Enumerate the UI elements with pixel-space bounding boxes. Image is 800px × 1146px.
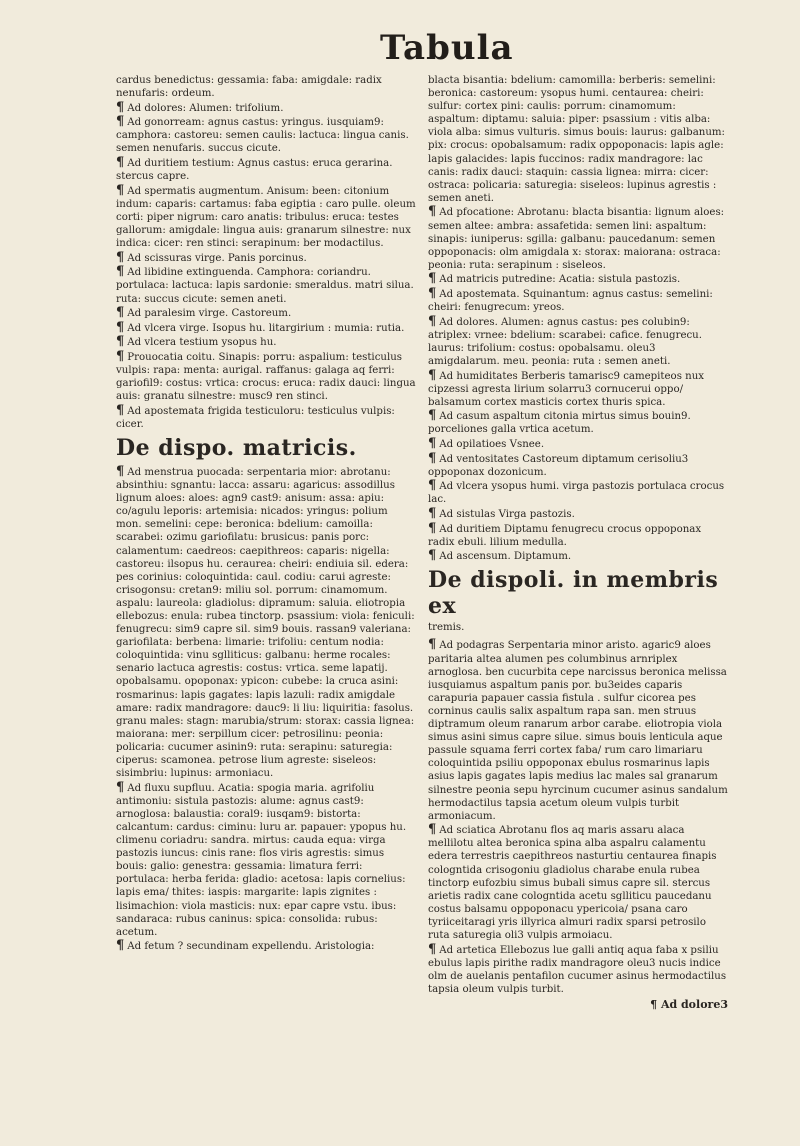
- entry-text: Ad libidine extinguenda. Camphora: coriandru. portulaca: lactuca: lapis sardonie: smeraldus. matri silua. ruta: succus cicute: semen aneti.: [116, 267, 414, 305]
- paragraph-mark: ¶: [428, 450, 437, 466]
- entry-text: Ad podagras Serpentaria minor aristo. agaric9 aloes paritaria altea alumen pes columbinus arnriplex arnoglosa. ben cucurbita cepe narcissus beronica melissa iusquiamus aspaltum panis por. bu3eides caparis carapuria papauer cassia fistula . sulfur cicorea pes corninus caulis salix aspaltum rapa san. men struus diptramum oleum ranarum arbor carabe. eliotropia viola simus asini simus capre silue. simus bouis lenticula aque passule squama ferri cortex faba/ rum caro limariaru coloquintida psiliu oppoponax ebulus rosmarinus lapis asius lapis gagates lapis medius lac males sal granarum silnestre peonia sepu hyrcinum cucumer asinus sandalum hermodactilus tapsia acetum oleum vulpis turbit armoniacum.: [428, 640, 728, 822]
- index-entry: [428, 823, 728, 942]
- entry-text: tremis.: [428, 622, 465, 634]
- index-entry: [428, 74, 728, 205]
- index-entry: [116, 265, 416, 305]
- entry-text: Ad gonorream: agnus castus: yringus. iusquiam9: camphora: castoreu: semen caulis: lactuca: lingua canis. semen nenufaris. succus cicute.: [116, 117, 409, 155]
- catchword: ¶ Ad dolore3: [650, 998, 728, 1011]
- entry-text: Ad duritiem testium: Agnus castus: eruca gerarina. stercus capre.: [116, 158, 393, 183]
- paragraph-mark: ¶: [116, 305, 125, 321]
- paragraph-mark: ¶: [116, 334, 125, 350]
- index-entry: [428, 549, 728, 563]
- section-heading: [428, 567, 728, 619]
- entry-text: cardus benedictus: gessamia: faba: amigdale: radix nenufaris: ordeum.: [116, 75, 382, 100]
- index-entry: [116, 781, 416, 939]
- page-title: Tabula: [380, 28, 514, 68]
- entry-text: Ad spermatis augmentum. Anisum: been: citonium indum: caparis: cartamus: faba egiptia : caro pulle. oleum corti: piper nigrum: caro anatis: tribulus: eruca: testes gallorum: amigdale: lingua auis: granarum silnestre: nux indica: cicer: ren stinci: serapinum: ber modactilus.: [116, 185, 416, 250]
- entry-text: Ad vlcera virge. Isopus hu. litargirium : mumia: rutia.: [127, 322, 405, 334]
- index-entry: [116, 335, 416, 349]
- entry-text: blacta bisantia: bdelium: camomilla: berberis: semelini: beronica: castoreum: ysopus humi. centaurea: cheiri: sulfur: cortex pini: caulis: porrum: cinamomum: aspaltum: diptamu: saluia: piper: psassium : vitis alba: viola alba: simus vulturis. simus bouis: laurus: galbanum: pix: crocus: opobalsamum: radix oppoponacis: lapis agle: lapis galacides: lapis fuccinos: radix mandragore: lac canis: radix dauci: staquin: cassia lignea: mirra: cicer: ostraca: policaria: saturegia: siseleos: lupinus agrestis : semen aneti.: [428, 75, 725, 204]
- paragraph-mark: ¶: [428, 941, 437, 957]
- paragraph-mark: ¶: [116, 114, 125, 130]
- index-entry: [116, 101, 416, 115]
- paragraph-mark: ¶: [428, 271, 437, 287]
- paragraph-mark: ¶: [116, 463, 125, 479]
- paragraph-mark: ¶: [428, 506, 437, 521]
- index-entry: [116, 184, 416, 250]
- index-entry: [428, 409, 728, 436]
- paragraph-mark: ¶: [116, 99, 125, 115]
- paragraph-mark: ¶: [116, 779, 125, 795]
- paragraph-mark: ¶: [116, 348, 125, 364]
- paragraph-mark: ¶: [428, 204, 437, 220]
- index-entry: [428, 943, 728, 996]
- index-entry: [428, 369, 728, 409]
- entry-text: Ad humiditates Berberis tamarisc9 camepiteos nux cipzessi agresta lirium solarru3 cornucerui oppo/ balsamum cortex masticis cortex thuris spica.: [428, 370, 705, 408]
- paragraph-mark: ¶: [428, 478, 437, 494]
- index-entry: [116, 251, 416, 265]
- paragraph-mark: ¶: [116, 182, 125, 198]
- section-heading-continuation: [428, 621, 728, 634]
- paragraph-mark: ¶: [116, 319, 125, 335]
- index-entry: [428, 452, 728, 479]
- entry-text: Ad apostemata. Squinantum: agnus castus: semelini: cheiri: fenugrecum: yreos.: [428, 289, 713, 314]
- index-entry: [428, 315, 728, 368]
- paragraph-mark: ¶: [428, 408, 437, 424]
- index-entry: [116, 404, 416, 431]
- paragraph-mark: ¶: [428, 822, 437, 838]
- index-entry: [116, 939, 416, 953]
- entry-text: Ad fetum ? secundinam expellendu. Aristologia:: [127, 941, 375, 953]
- index-entry: [428, 479, 728, 506]
- entry-text: Ad vlcera testium ysopus hu.: [127, 337, 277, 349]
- entry-text: Ad opilatioes Vsnee.: [439, 439, 545, 451]
- entry-text: Ad fluxu supfluu. Acatia: spogia maria. agrifoliu antimoniu: sistula pastozis: alume: agnus cast9: arnoglosa: balaustia: coral9: iusqam9: bistorta: calcantum: cardus: ciminu: luru ar. papauer: ypopus hu. climenu coriadru: sandra. mirtus: cauda equa: virga pastozis iuncus: cinis rane: flos viris agrestis: simus bouis: galio: genestra: gessamia: limatura ferri: portulaca: herba ferida: gladio: acetosa: lapis cornelius: lapis ema/ thites: iaspis: margarite: lapis zignites : lisimachion: viola masticis: nux: epar capre vstu. ibus: sandaraca: rubus caninus: spica: consolida: rubus: acetum.: [116, 782, 407, 938]
- right-column: [428, 74, 728, 1011]
- entry-text: Ad casum aspaltum citonia mirtus simus bouin9. porceliones galla vrtica acetum.: [428, 411, 691, 436]
- index-entry: [116, 465, 416, 780]
- entry-text: Ad dolores: Alumen: trifolium.: [127, 102, 284, 114]
- paragraph-mark: ¶: [116, 264, 125, 280]
- entry-text: Ad pfocatione: Abrotanu: blacta bisantia: lignum aloes: semen altee: ambra: assafetida: semen lini: aspaltum: sinapis: iuniperus: sgilla: galbanu: paucedanum: semen oppoponacis: olm amigdala x: storax: maiorana: ostraca: peonia: ruta: serapinum : siseleos.: [428, 207, 725, 271]
- paragraph-mark: ¶: [116, 249, 125, 265]
- paragraph-mark: ¶: [116, 938, 125, 954]
- entry-text: Prouocatia coitu. Sinapis: porru: aspalium: testiculus vulpis: rapa: menta: aurigal. raffanus: galaga aq ferri: gariofil9: costus: vrtica: crocus: eruca: radix dauci: lingua auis: granatu silnestre: musc9 ren stinci.: [116, 351, 416, 403]
- entry-text: Ad duritiem Diptamu fenugrecu crocus oppoponax radix ebuli. lilium medulla.: [428, 523, 702, 548]
- entry-text: Ad ventositates Castoreum diptamum cerisoliu3 oppoponax dozonicum.: [428, 453, 689, 478]
- index-entry: [116, 74, 416, 100]
- paragraph-mark: ¶: [116, 155, 125, 171]
- paragraph-mark: ¶: [428, 313, 437, 329]
- index-entry: [116, 350, 416, 403]
- paragraph-mark: ¶: [428, 637, 437, 653]
- entry-text: Ad artetica Ellebozus lue galli antiq aqua faba x psiliu ebulus lapis pirithe radix mandragore oleu3 nucis indice olm de auelanis pentafilon cucumer asinus hermodactilus tapsia oleum vulpis turbit.: [428, 944, 727, 995]
- left-column: [116, 74, 416, 954]
- paragraph-mark: ¶: [428, 548, 437, 564]
- paragraph-mark: ¶: [428, 520, 437, 536]
- paragraph-mark: ¶: [116, 402, 125, 418]
- index-entry: [428, 638, 728, 822]
- entry-text: Ad menstrua puocada: serpentaria mior: abrotanu: absinthiu: sgnantu: lacca: assaru: agaricus: assodillus lignum aloes: aloes: agn9 cast9: anisum: assa: apiu: co/agulu leporis: artemisia: nicados: yringus: polium mon. semelini: cepe: beronica: bdelium: camoilla: scarabei: ozimu gariofilatu: brusicus: panis porc: calamentum: caedreos: caepithreos: caparis: nigella: castoreu: ilsopus hu. ceraurea: cheiri: endiuia sil. edera: pes corinius: coloquintida: caul. codiu: carui agreste: crisogonsu: cretan9: miliu sol. porrum: cinamomum. aspalu: laureola: gladiolus: dipramum: saluia. eliotropia ellebozus: enula: rubea tinctorp. psassium: viola: feniculi: fenugrecu: sim9 capre sil. sim9 bouis. rassan9 valeriana: gariofilata: berbena: limarie: trifoliu: centum nodia: coloquintida: vinu sglliticus: galbanu: herme rocales: senario lactuca agrestis: costus: vrtica. seme lapatij. opobalsamu. opoponax: ypicon: cubebe: la cruca asini: rosmarinus: lapis gagates: lapis lazuli: radix amigdale amare: radix mandragore: dauc9: li liu: liquiritia: fasolus. granu males: stagn: marubia/strum: storax: cassia lignea: maiorana: mer: serpillum cicer: petrosilinu: peonia: policaria: cucumer asinin9: ruta: serapinu: saturegia: ciperus: scamonea. petrose lium agreste: siseleos: sisimbriu: lupinus: armoniacu.: [116, 466, 415, 780]
- index-entry: [428, 507, 728, 521]
- section-heading: [116, 435, 416, 461]
- index-entry: [116, 156, 416, 183]
- paragraph-mark: ¶: [428, 367, 437, 383]
- entry-text: Ad sistulas Virga pastozis.: [439, 509, 575, 520]
- entry-text: Ad apostemata frigida testiculoru: testiculus vulpis: cicer.: [116, 405, 395, 430]
- entry-text: De dispoli. in membris ex: [428, 567, 719, 620]
- entry-text: Ad sciatica Abrotanu flos aq maris assaru alaca mellilotu altea beronica spina alba aspalru calamentu edera terrestris caepithreos nasturtiu centaurea finapis cologntida crisogoniu gladiolus charabe enula rubea tinctorp eufozbiu simus bubali simus capre sil. stercus arietis radix cane cologntida acetu sglliticu paucedanu costus balsamu oppoponacu ypericoia/ psana caro tyriiceitaragi yris illyrica almuri radix sparsi petrosilo ruta saturegia oli3 vulpis armoiacu.: [428, 825, 717, 942]
- entry-text: Ad vlcera ysopus humi. virga pastozis portulaca crocus lac.: [428, 481, 725, 506]
- index-entry: [116, 306, 416, 320]
- entry-text: Ad scissuras virge. Panis porcinus.: [127, 252, 307, 264]
- entry-text: De dispo. matricis.: [116, 434, 357, 461]
- index-entry: [428, 287, 728, 314]
- index-entry: [428, 437, 728, 451]
- entry-text: Ad matricis putredine: Acatia: sistula pastozis.: [439, 274, 681, 286]
- index-entry: [428, 205, 728, 271]
- entry-text: Ad ascensum. Diptamum.: [439, 551, 572, 563]
- paragraph-mark: ¶: [428, 286, 437, 301]
- entry-text: Ad dolores. Alumen: agnus castus: pes colubin9: atriplex: vrnee: bdelium: scarabei: cafice. fenugrecu. laurus: trifolium: costus: opobalsamu. oleu3 amigdalarum. meu. peonia: ruta : semen aneti.: [428, 316, 702, 367]
- paragraph-mark: ¶: [428, 436, 437, 452]
- entry-text: Ad paralesim virge. Castoreum.: [127, 308, 292, 320]
- index-entry: [428, 272, 728, 286]
- index-entry: [116, 321, 416, 335]
- index-entry: [116, 115, 416, 155]
- index-entry: [428, 522, 728, 549]
